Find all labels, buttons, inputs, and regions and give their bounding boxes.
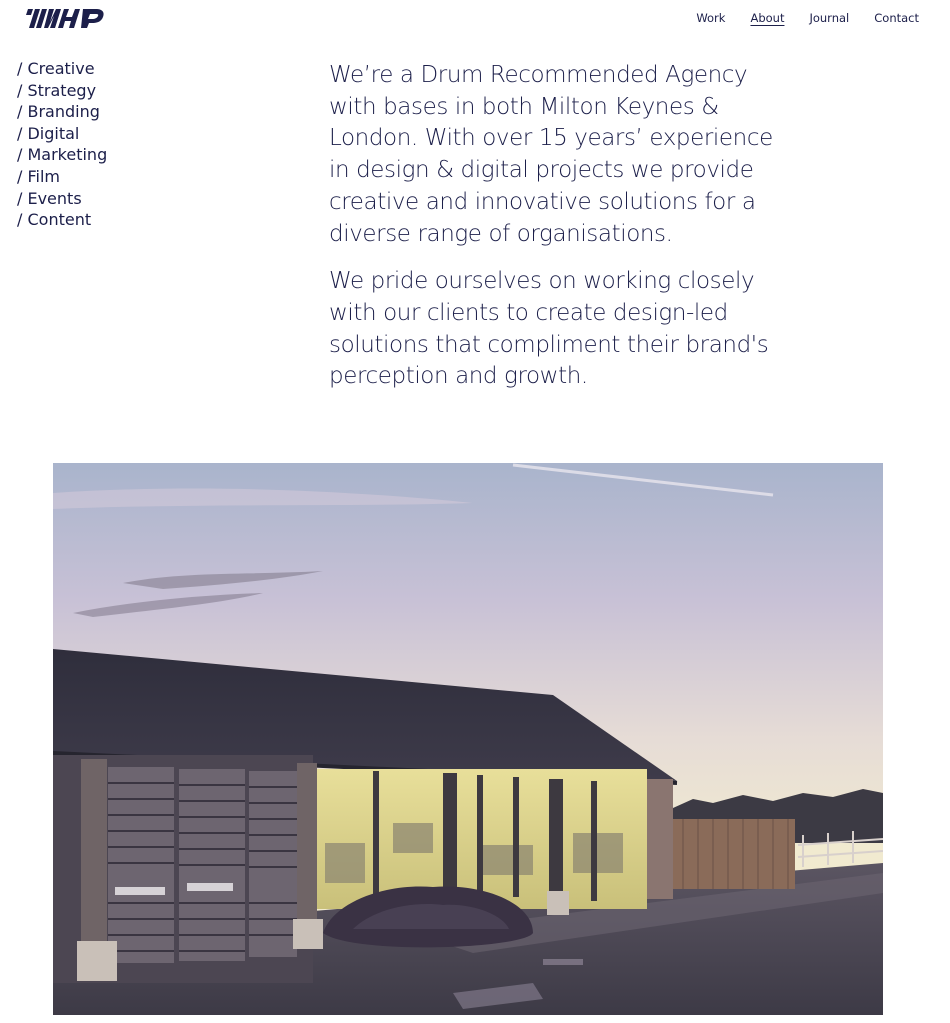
service-item-creative: / Creative [17,59,95,78]
office-photo-illustration [53,463,883,1015]
logo[interactable] [26,6,112,32]
service-item-strategy: / Strategy [17,80,97,100]
service-item-branding: / Branding [17,102,100,122]
service-item-events: / Events [17,188,82,208]
service-item-marketing: / Marketing [17,145,108,165]
nav-item-about[interactable]: About [750,11,785,25]
about-intro [329,60,789,409]
service-item-digital: / Digital [17,123,80,143]
main-nav [696,11,919,25]
services-list [17,58,107,231]
intro-paragraph-2: We pride ourselves on working closely with our clients to create design-led solutions that compliment their brand's perception and growth. [329,268,769,390]
office-building-photo [53,463,883,1015]
service-item-film: / Film [17,166,60,186]
service-item-content: / Content [17,210,92,230]
nav-item-work[interactable]: Work [696,11,726,25]
nav-item-journal[interactable]: Journal [809,11,850,25]
intro-paragraph-1: We’re a Drum Recommended Agency with bases in both Milton Keynes & London. With over 15 years’ experience in design & digital projects we provide creative and innovative solutions for a diverse range of organisations. [329,62,773,247]
nav-item-contact[interactable]: Contact [874,11,919,25]
logo-mark-icon [26,6,112,32]
